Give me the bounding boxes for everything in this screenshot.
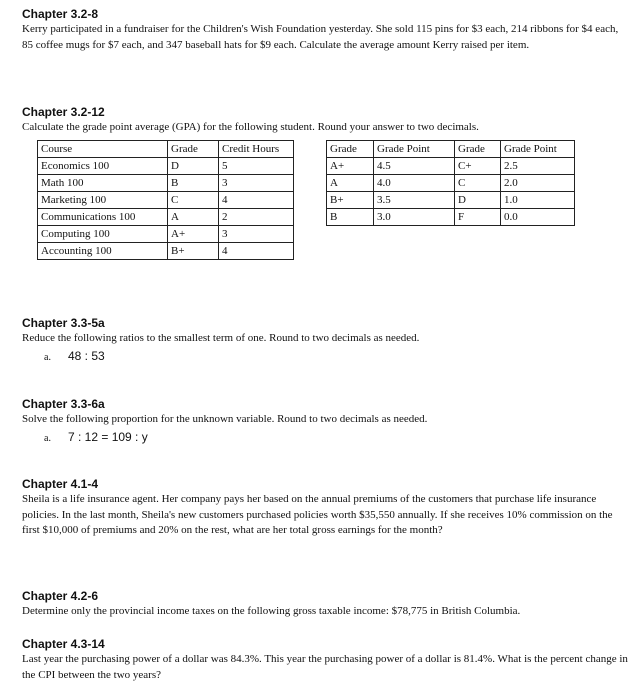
section-body: Solve the following proportion for the unknown variable. Round to two decimals as needed.: [22, 413, 428, 425]
table-row: [38, 175, 294, 192]
table-cell: C: [168, 192, 219, 209]
table-row: [38, 226, 294, 243]
section-4-1-4: [22, 477, 628, 539]
item-expression: 7 : 12 = 109 : y: [68, 429, 148, 444]
table-cell: 2.5: [501, 158, 575, 175]
table-row: [38, 243, 294, 260]
header-cell: Grade Point: [501, 141, 575, 158]
problem-item: [22, 348, 628, 366]
table-cell: C+: [455, 158, 501, 175]
section-title: Chapter 4.3-14: [22, 637, 105, 651]
section-body: Sheila is a life insurance agent. Her company pays her based on the annual premiums of the customers that purchase life insurance policies. In the last month, Sheila's new customers purchased policies worth $35,550 annually. If she receives 10% commission on the first $10,000 of premiums and 20% on the rest, what are her total gross earnings for the month?: [22, 493, 613, 536]
table-cell: C: [455, 175, 501, 192]
header-row: [38, 141, 294, 158]
section-body: Determine only the provincial income taxes on the following gross taxable income: $78,775 in British Columbia.: [22, 605, 521, 617]
table-cell: A+: [168, 226, 219, 243]
section-3-2-12: [22, 105, 628, 136]
header-cell: Grade Point: [374, 141, 455, 158]
section-title: Chapter 3.3-6a: [22, 397, 105, 411]
item-label: a.: [44, 351, 51, 363]
table-cell: Economics 100: [38, 158, 168, 175]
header-cell: Grade: [455, 141, 501, 158]
table-row: [327, 192, 575, 209]
table-cell: B: [168, 175, 219, 192]
courses-table: [37, 140, 294, 260]
table-row: [327, 175, 575, 192]
section-body: Reduce the following ratios to the smallest term of one. Round to two decimals as needed.: [22, 332, 420, 344]
section-3-3-5a: [22, 316, 628, 366]
table-cell: 4.5: [374, 158, 455, 175]
table-cell: Computing 100: [38, 226, 168, 243]
table-cell: 5: [219, 158, 294, 175]
table-cell: D: [168, 158, 219, 175]
table-cell: 0.0: [501, 209, 575, 226]
table-cell: 2: [219, 209, 294, 226]
section-4-3-14: [22, 637, 628, 683]
table-cell: B+: [327, 192, 374, 209]
table-cell: 3: [219, 175, 294, 192]
table-cell: A: [327, 175, 374, 192]
grade-scale-table: [326, 140, 575, 226]
table-cell: A+: [327, 158, 374, 175]
table-cell: Communications 100: [38, 209, 168, 226]
header-cell: Grade: [327, 141, 374, 158]
section-title: Chapter 3.2-8: [22, 7, 99, 21]
table-cell: B+: [168, 243, 219, 260]
table-row: [327, 158, 575, 175]
table-cell: 4: [219, 192, 294, 209]
table-cell: F: [455, 209, 501, 226]
table-cell: 4.0: [374, 175, 455, 192]
table-cell: 3.0: [374, 209, 455, 226]
section-3-2-8: [22, 7, 628, 53]
table-cell: Marketing 100: [38, 192, 168, 209]
problem-item: [22, 429, 628, 447]
table-cell: Math 100: [38, 175, 168, 192]
table-cell: 1.0: [501, 192, 575, 209]
table-cell: B: [327, 209, 374, 226]
section-body: Kerry participated in a fundraiser for the Children's Wish Foundation yesterday. She sold 115 pins for $3 each, 214 ribbons for $4 each, 85 coffee mugs for $7 each, and 347 baseball hats for $9 each. Calculate the average amount Kerry raised per item.: [22, 23, 619, 51]
section-body: Calculate the grade point average (GPA) for the following student. Round your answer to two decimals.: [22, 121, 479, 133]
header-cell: Course: [38, 141, 168, 158]
table-row: [327, 209, 575, 226]
section-title: Chapter 4.1-4: [22, 477, 99, 491]
table-cell: 2.0: [501, 175, 575, 192]
section-title: Chapter 3.3-5a: [22, 316, 105, 330]
header-cell: Credit Hours: [219, 141, 294, 158]
table-cell: D: [455, 192, 501, 209]
section-title: Chapter 3.2-12: [22, 105, 105, 119]
item-label: a.: [44, 432, 51, 444]
header-cell: Grade: [168, 141, 219, 158]
table-cell: 3.5: [374, 192, 455, 209]
header-row: [327, 141, 575, 158]
table-row: [38, 158, 294, 175]
section-body: Last year the purchasing power of a dollar was 84.3%. This year the purchasing power of a dollar is 81.4%. What is the percent change in the CPI between the two years?: [22, 653, 628, 681]
section-title: Chapter 4.2-6: [22, 589, 99, 603]
table-cell: A: [168, 209, 219, 226]
item-expression: 48 : 53: [68, 348, 105, 363]
table-cell: 4: [219, 243, 294, 260]
table-row: [38, 192, 294, 209]
table-cell: Accounting 100: [38, 243, 168, 260]
table-row: [38, 209, 294, 226]
section-4-2-6: [22, 589, 628, 620]
table-cell: 3: [219, 226, 294, 243]
section-3-3-6a: [22, 397, 628, 447]
